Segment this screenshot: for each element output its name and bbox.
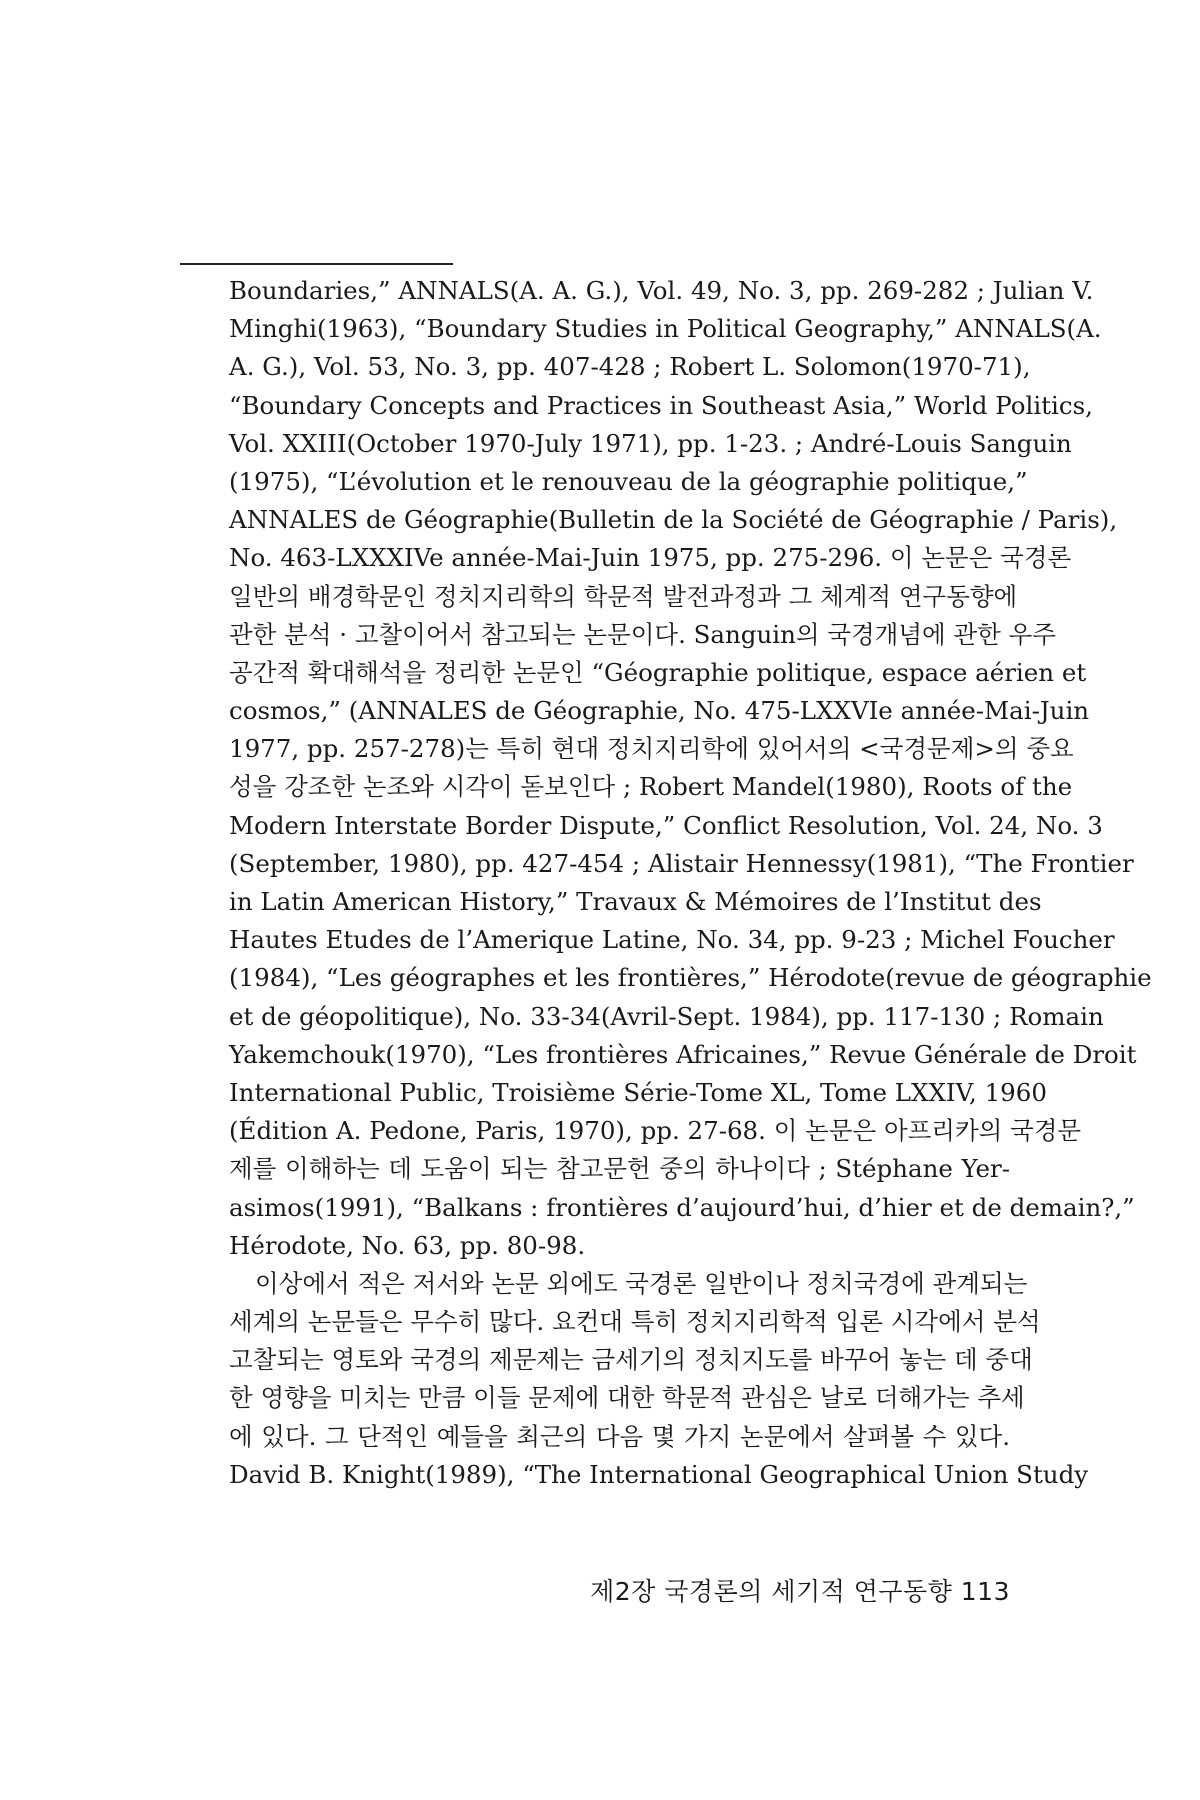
page-footer: 제2장 국경론의 세기적 연구동향 113 bbox=[590, 1577, 1010, 1606]
footnote-line: (Édition A. Pedone, Paris, 1970), pp. 27-68. 이 논문은 아프리카의 국경문 bbox=[229, 1116, 1082, 1146]
footnote-line: “Boundary Concepts and Practices in Southeast Asia,” World Politics, bbox=[229, 390, 1093, 420]
paragraph-line: 세계의 논문들은 무수히 많다. 요컨대 특히 정치지리학적 입론 시각에서 분석 bbox=[229, 1307, 1041, 1337]
paragraph-line: 이상에서 적은 저서와 논문 외에도 국경론 일반이나 정치국경에 관계되는 bbox=[255, 1268, 1028, 1298]
footnote-line: 제를 이해하는 데 도움이 되는 참고문헌 중의 하나이다 ; Stéphane Yer- bbox=[229, 1154, 1010, 1184]
footnote-line: Vol. XXIII(October 1970-July 1971), pp. 1-23. ; André-Louis Sanguin bbox=[229, 428, 1072, 458]
footnote-line: cosmos,” (ANNALES de Géographie, No. 475-LXXVIe année-Mai-Juin bbox=[229, 696, 1090, 726]
page-body bbox=[229, 272, 1152, 1494]
footnote-line: A. G.), Vol. 53, No. 3, pp. 407-428 ; Robert L. Solomon(1970-71), bbox=[229, 352, 1031, 382]
footnote-line: Modern Interstate Border Dispute,” Conflict Resolution, Vol. 24, No. 3 bbox=[229, 810, 1103, 840]
footnote-line: 관한 분석 · 고찰이어서 참고되는 논문이다. Sanguin의 국경개념에 관한 우주 bbox=[229, 619, 1056, 649]
footnote-line: et de géopolitique), No. 33-34(Avril-Sept. 1984), pp. 117-130 ; Romain bbox=[229, 1001, 1104, 1031]
footnote-line: No. 463-LXXXIVe année-Mai-Juin 1975, pp. 275-296. 이 논문은 국경론 bbox=[229, 543, 1072, 573]
footnote-line: (1975), “L’évolution et le renouveau de la géographie politique,” bbox=[229, 466, 1028, 496]
footnote-line: 성을 강조한 논조와 시각이 돋보인다 ; Robert Mandel(1980), Roots of the bbox=[229, 772, 1073, 802]
footnote-line: Yakemchouk(1970), “Les frontières Africaines,” Revue Générale de Droit bbox=[229, 1039, 1137, 1069]
footnote-line: International Public, Troisième Série-Tome XL, Tome LXXIV, 1960 bbox=[229, 1077, 1047, 1107]
footnote-line: (September, 1980), pp. 427-454 ; Alistair Hennessy(1981), “The Frontier bbox=[229, 848, 1134, 878]
paragraph-line: 에 있다. 그 단적인 예들을 최근의 다음 몇 가지 논문에서 살펴볼 수 있다. bbox=[229, 1421, 1010, 1451]
footnote-line: 일반의 배경학문인 정치지리학의 학문적 발전과정과 그 체계적 연구동향에 bbox=[229, 581, 1018, 611]
footnote-line: ANNALES de Géographie(Bulletin de la Société de Géographie / Paris), bbox=[229, 505, 1118, 535]
footnote-line: Hérodote, No. 63, pp. 80-98. bbox=[229, 1230, 586, 1260]
footnote-separator-rule bbox=[180, 263, 453, 265]
footnote-line: Boundaries,” ANNALS(A. A. G.), Vol. 49, No. 3, pp. 269-282 ; Julian V. bbox=[229, 276, 1094, 305]
footnote-line: 공간적 확대해석을 정리한 논문인 “Géographie politique, espace aérien et bbox=[229, 657, 1087, 687]
footnote-line: Minghi(1963), “Boundary Studies in Political Geography,” ANNALS(A. bbox=[229, 314, 1102, 344]
footnote-line: Hautes Etudes de l’Amerique Latine, No. 34, pp. 9-23 ; Michel Foucher bbox=[229, 925, 1115, 955]
footnote-line: in Latin American History,” Travaux & Mémoires de l’Institut des bbox=[229, 887, 1042, 916]
footnote-line: (1984), “Les géographes et les frontières,” Hérodote(revue de géographie bbox=[229, 963, 1152, 993]
paragraph-line: 고찰되는 영토와 국경의 제문제는 금세기의 정치지도를 바꾸어 놓는 데 중대 bbox=[229, 1345, 1033, 1375]
footnote-line: asimos(1991), “Balkans : frontières d’aujourd’hui, d’hier et de demain?,” bbox=[229, 1192, 1135, 1222]
paragraph-line: 한 영향을 미치는 만큼 이들 문제에 대한 학문적 관심은 날로 더해가는 추세 bbox=[229, 1383, 1025, 1413]
citation-continuation-line: David B. Knight(1989), “The International Geographical Union Study bbox=[229, 1459, 1089, 1489]
footnote-line: 1977, pp. 257-278)는 특히 현대 정치지리학에 있어서의 <국경문제>의 중요 bbox=[229, 734, 1074, 764]
